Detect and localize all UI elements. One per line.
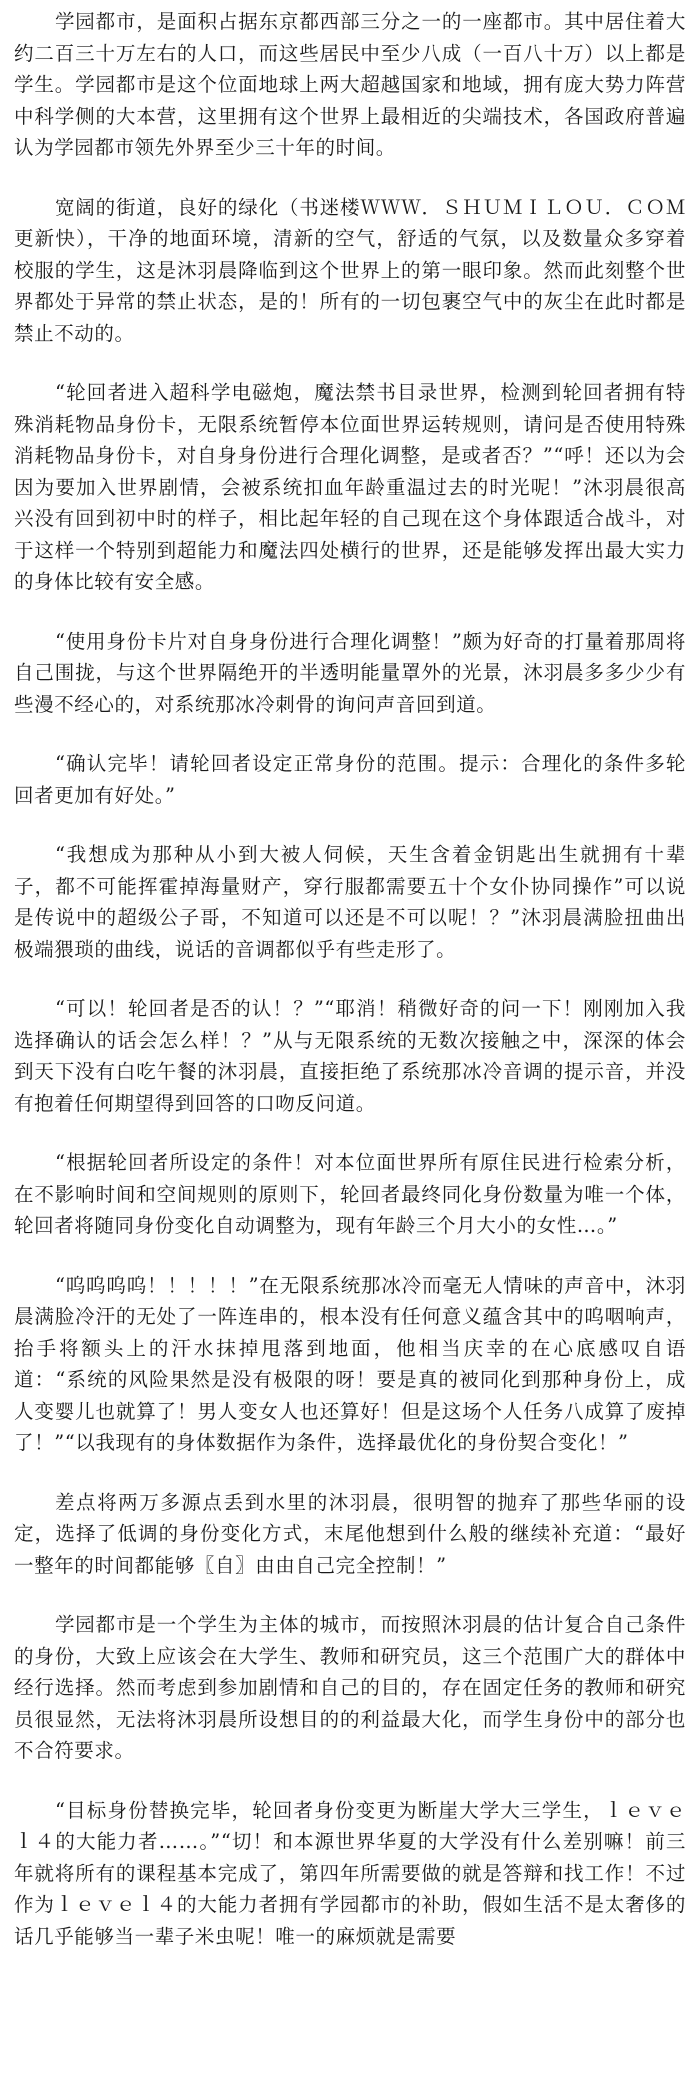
paragraph: 学园都市是一个学生为主体的城市，而按照沐羽晨的估计复合自己条件的身份，大致上应该会在大学生、教师和研究员，这三个范围广大的群体中经行选择。然而考虑到参加剧情和自己的目的，存在固定任务的教师和研究员很显然，无法将沐羽晨所设想目的的利益最大化，而学生身份中的部分也不合符要求。 [14, 1613, 686, 1762]
paragraph: “确认完毕！请轮回者设定正常身份的范围。提示：合理化的条件多轮回者更加有好处。” [14, 752, 686, 807]
paragraph: “呜呜呜呜！！！！！”在无限系统那冰冷而毫无人情味的声音中，沐羽晨满脸冷汗的无处了一阵连串的，根本没有任何意义蕴含其中的呜咽响声，抬手将额头上的汗水抹掉甩落到地面，他相当庆幸的在心底感叹自语道：“系统的风险果然是没有极限的呀！要是真的被同化到那种身份上，成人变婴儿也就算了！男人变女人也还算好！但是这场个人任务八成算了废掉了！”“以我现有的身体数据作为条件，选择最优化的身份契合变化！” [14, 1273, 686, 1454]
paragraph: “轮回者进入超科学电磁炮，魔法禁书目录世界，检测到轮回者拥有特殊消耗物品身份卡，无限系统暂停本位面世界运转规则，请问是否使用特殊消耗物品身份卡，对自身身份进行合理化调整，是或者否？”“呼！还以为会因为要加入世界剧情，会被系统扣血年龄重温过去的时光呢！”沐羽晨很高兴没有回到初中时的样子，相比起年轻的自己现在这个身体跟适合战斗，对于这样一个特别到超能力和魔法四处横行的世界，还是能够发挥出最大实力的身体比较有安全感。 [14, 381, 686, 593]
paragraph: “可以！轮回者是否的认！？”“耶消！稍微好奇的问一下！刚刚加入我选择确认的话会怎么样！？”从与无限系统的无数次接触之中，深深的体会到天下没有白吃午餐的沐羽晨，直接拒绝了系统那冰冷音调的提示音，并没有抱着任何期望得到回答的口吻反问道。 [14, 997, 686, 1115]
paragraph: 差点将两万多源点丢到水里的沐羽晨，很明智的抛弃了那些华丽的设定，选择了低调的身份变化方式，末尾他想到什么般的继续补充道：“最好一整年的时间都能够〖自〗由由自己完全控制！” [14, 1490, 686, 1577]
paragraph: “目标身份替换完毕，轮回者身份变更为断崖大学大三学生，ｌｅｖｅｌ４的大能力者……。”“切！和本源世界华夏的大学没有什么差别嘛！前三年就将所有的课程基本完成了，第四年所需要做的就是答辩和找工作！不过作为ｌｅｖｅｌ４的大能力者拥有学园都市的补助，假如生活不是太奢侈的话几乎能够当一辈子米虫呢！唯一的麻烦就是需要 [14, 1798, 686, 1948]
paragraph: “根据轮回者所设定的条件！对本位面世界所有原住民进行检索分析，在不影响时间和空间规则的原则下，轮回者最终同化身份数量为唯一个体，轮回者将随同身份变化自动调整为，现有年龄三个月大小的女性…。” [14, 1151, 686, 1237]
paragraph: 宽阔的街道，良好的绿化（书迷楼ＷＷＷ．ＳＨＵＭＩＬＯＵ．ＣＯＭ更新快），干净的地面环境，清新的空气，舒适的气氛，以及数量众多穿着校服的学生，这是沐羽晨降临到这个世界上的第一眼印象。然而此刻整个世界都处于异常的禁止状态，是的！所有的一切包裹空气中的灰尘在此时都是禁止不动的。 [14, 195, 686, 345]
paragraph: “我想成为那种从小到大被人伺候，天生含着金钥匙出生就拥有十辈子，都不可能挥霍掉海量财产，穿行服都需要五十个女仆协同操作”可以说是传说中的超级公子哥，不知道可以还是不可以呢！？”沐羽晨满脸扭曲出极端猥琐的曲线，说话的音调都似乎有些走形了。 [14, 843, 686, 961]
paragraph: 学园都市，是面积占据东京都西部三分之一的一座都市。其中居住着大约二百三十万左右的人口，而这些居民中至少八成（一百八十万）以上都是学生。学园都市是这个位面地球上两大超越国家和地域，拥有庞大势力阵营中科学侧的大本营，这里拥有这个世界上最相近的尖端技术，各国政府普遍认为学园都市领先外界至少三十年的时间。 [14, 10, 686, 159]
paragraph: “使用身份卡片对自身身份进行合理化调整！”颇为好奇的打量着那周将自己围拢，与这个世界隔绝开的半透明能量罩外的光景，沐羽晨多多少少有些漫不经心的，对系统那冰冷刺骨的询问声音回到道。 [14, 629, 686, 716]
